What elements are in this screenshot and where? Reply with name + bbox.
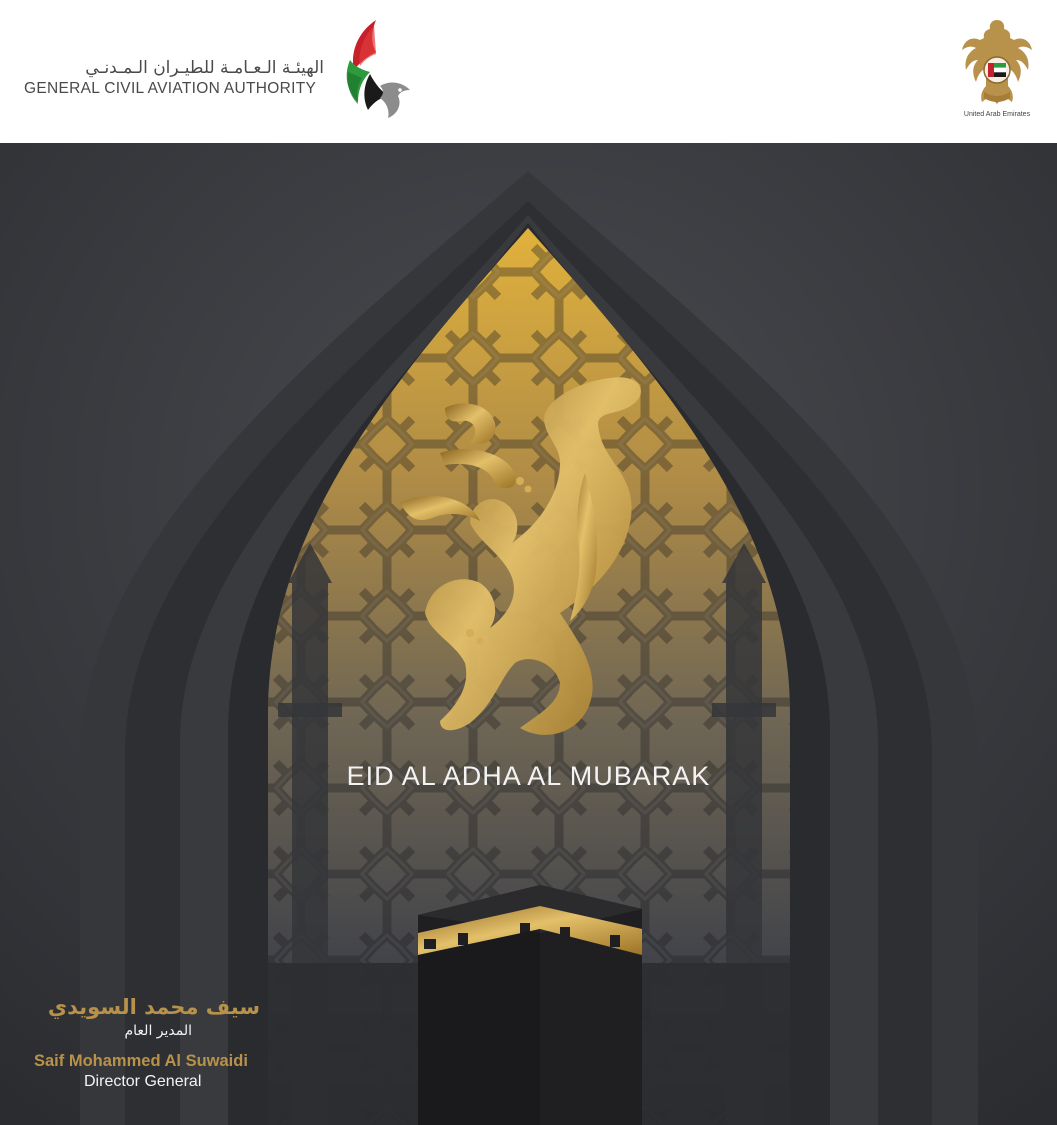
header-bar xyxy=(0,0,1057,143)
signature-name-arabic: سيف محمد السويدي xyxy=(47,995,260,1019)
org-name-arabic: الهيئـة الـعـامـة للطيـران الـمـدنـي xyxy=(85,58,324,78)
signature-title-english: Director General xyxy=(84,1073,202,1090)
eid-greeting-poster xyxy=(0,143,1057,1125)
org-name-english: GENERAL CIVIL AVIATION AUTHORITY xyxy=(24,80,317,97)
greeting-text: EID AL ADHA AL MUBARAK xyxy=(346,761,711,791)
gcaa-falcon-logo-icon xyxy=(340,18,416,120)
uae-emblem-icon xyxy=(958,16,1036,112)
kaaba-icon xyxy=(418,885,642,1125)
emblem-caption: United Arab Emirates xyxy=(963,111,1031,118)
signature-title-arabic: المدير العام xyxy=(124,1023,192,1039)
signature-name-english: Saif Mohammed Al Suwaidi xyxy=(34,1052,248,1070)
poster-artwork xyxy=(0,143,1057,1125)
